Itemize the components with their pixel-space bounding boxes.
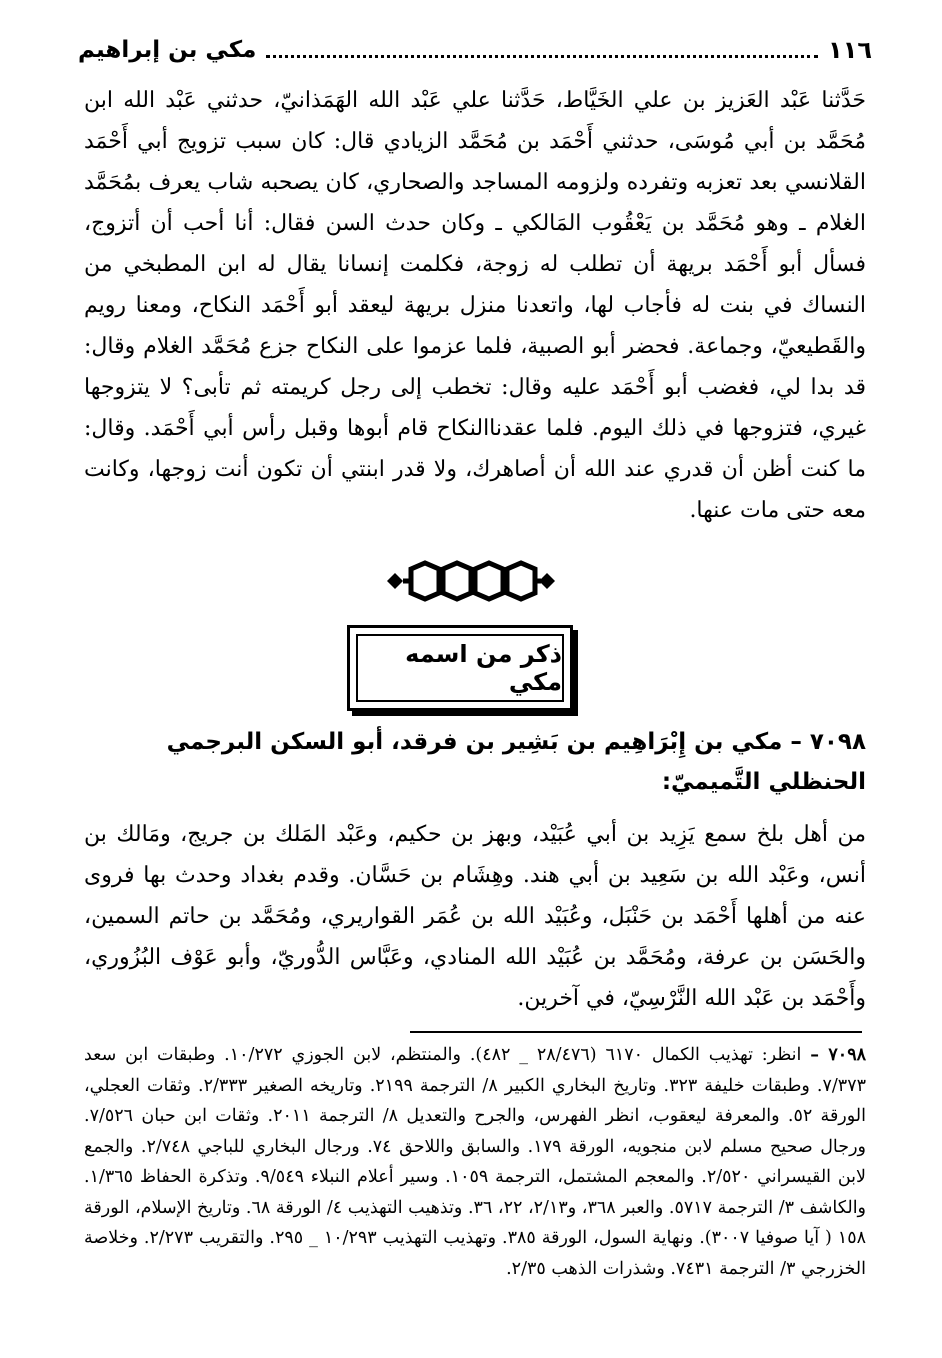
entry-body (84, 814, 866, 1019)
page-number: ١١٦ (828, 36, 872, 64)
footnote-text: انظر: تهذيب الكمال ٦١٧٠ (٢٨/٤٧٦ _ ٤٨٢). والمنتظم، لابن الجوزي ١٠/٢٧٢. وطبقات ابن سعد ٧/٣٧٣. وطبقات خليفة ٣٢٣. وتاريخ البخاري الكبير ٨/ الترجمة ٢١٩٩. وتاريخه الصغير ٢/٣٣٣. وثقات العجلي، الورقة ٥٢. والمعرفة ليعقوب، انظر الفهرس، والجرح والتعديل ٨/ الترجمة ٢٠١١. وثقات ابن حبان ٧/٥٢٦. ورجال صحيح مسلم لابن منجويه، الورقة ١٧٩. والسابق واللاحق ٧٤. ورجال البخاري للباجي ٢/٧٤٨. والجمع لابن القيسراني ٢/٥٢٠. والمعجم المشتمل، الترجمة ١٠٥٩. وسير أعلام النبلاء ٩/٥٤٩. وتذكرة الحفاظ ١/٣٦٥. والكاشف ٣/ الترجمة ٥٧١٧. والعبر ٣٦٨، و٢/١٣، ٢٢، ٣٦. وتذهيب التهذيب ٤/ الورقة ٦٨. وتاريخ الإسلام، الورقة ١٥٨ ( آيا صوفيا ٣٠٠٧). ونهاية السول، الورقة ٣٨٥. وتهذيب التهذيب ١٠/٢٩٣ _ ٢٩٥. والتقريب ٢/٢٧٣. وخلاصة الخزرجي ٣/ الترجمة ٧٤٣١. وشذرات الذهب ٢/٣٥. (84, 1045, 867, 1279)
header-dot-leader (266, 43, 818, 58)
footnote-number: ٧٠٩٨ – (810, 1045, 866, 1065)
running-title: مكي بن إبراهيم (78, 37, 257, 63)
footnotes (84, 1040, 866, 1284)
section-title: ذكر من اسمه مكي (356, 634, 564, 702)
section-ornament (0, 556, 942, 606)
footnote-separator (410, 1031, 862, 1033)
narration-text: حَدَّثنا عَبْد العَزيز بن علي الخَيَّاط، حَدَّثنا علي عَبْد الله الهَمَذانيّ، حدثني عَبْد الله ابن مُحَمَّد بن أبي مُوسَى، حدثني أَحْمَد بن مُحَمَّد الزيادي قال: كان سبب تزويج أبي أَحْمَد القلانسي بعد تعزبه وتفرده ولزومه المساجد والصحاري، كان يصحبه شاب يعرف بمُحَمَّد الغلام ـ وهو مُحَمَّد بن يَعْقُوب المَالكي ـ وكان حدث السن فقال: أنا أحب أن أتزوج، فسأل أبو أَحْمَد بريهة أن تطلب له زوجة، فكلمت إنسانا يقال له ابن المطبخي من النساك في بنت له فأجاب لها، واتعدنا منزل بريهة ليعقد أبو أَحْمَد النكاح، ومعنا رويم والقَطيعيّ، وجماعة. فحضر أبو الصبية، فلما عزموا على النكاح جزع مُحَمَّد الغلام وقال: قد بدا لي، فغضب أبو أَحْمَد عليه وقال: تخطب إلى رجل كريمته ثم تأبى؟ لا يتزوجها غيري، فتزوجها في ذلك اليوم. فلما عقدناالنكاح قام أبوها وقبل رأس أبي أَحْمَد. وقال: ما كنت أظن أن قدري عند الله أن أصاهرك، ولا قدر ابنتي أن تكون أنت زوجها، وكانت معه حتى مات عنها. (84, 88, 866, 523)
section-title-box (347, 625, 573, 711)
narration-paragraph (84, 80, 866, 531)
entry-body-text: من أهل بلخ سمع يَزِيد بن أبي عُبَيْد، وبهز بن حكيم، وعَبْد المَلك بن جريج، ومَالك بن أنس، وعَبْد الله بن سَعِيد بن أبي هند. وهِشَام بن حَسَّان. وقدم بغداد وحدث بها فروى عنه من أهلها أَحْمَد بن حَنْبَل، وعُبَيْد الله بن عُمَر القواريري، ومُحَمَّد بن حاتم السمين، والحَسَن بن عرفة، ومُحَمَّد بن عُبَيْد الله المنادي، وعَبَّاس الدُّوريّ، وأبو عَوْف البُزُوري، وأَحْمَد بن عَبْد الله النَّرْسِيّ، في آخرين. (84, 822, 866, 1011)
running-header (78, 30, 872, 70)
ornament-icon (381, 559, 561, 603)
footnote (84, 1040, 866, 1284)
entry-heading: ٧٠٩٨ – مكي بن إِبْرَاهِيم بن بَشِير بن فرقد، أبو السكن البرجمي الحنظلي التَّميميّ: (166, 729, 866, 795)
